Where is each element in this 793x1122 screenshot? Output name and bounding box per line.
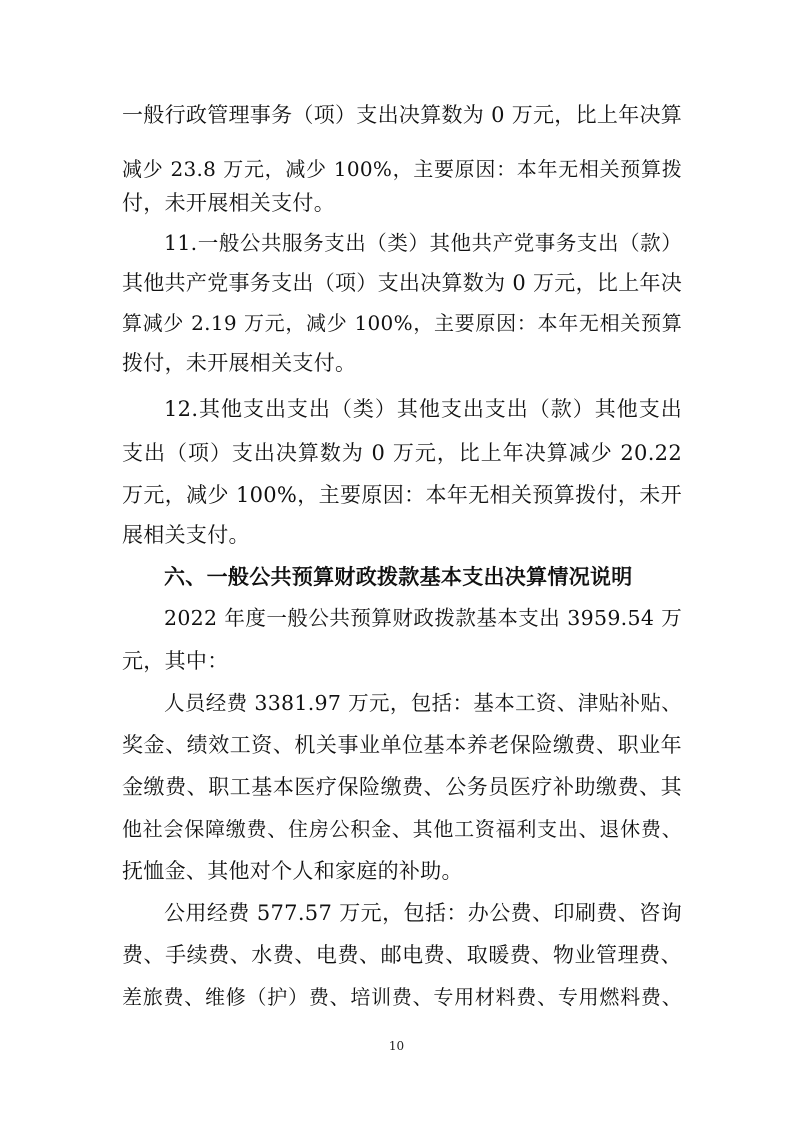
paragraph-line: 12.其他支出支出（类）其他支出支出（款）其他支出 <box>164 397 682 421</box>
paragraph-line: 金缴费、职工基本医疗保险缴费、公务员医疗补助缴费、其 <box>122 775 682 799</box>
paragraph-line: 2022 年度一般公共预算财政拨款基本支出 3959.54 万 <box>164 606 682 630</box>
paragraph-line: 万元，减少 100%，主要原因：本年无相关预算拨付，未开 <box>122 483 682 507</box>
paragraph-line: 拨付，未开展相关支付。 <box>122 351 357 375</box>
paragraph-line: 一般行政管理事务（项）支出决算数为 0 万元，比上年决算 <box>122 103 683 127</box>
paragraph-line: 支出（项）支出决算数为 0 万元，比上年决算减少 20.22 <box>122 441 682 465</box>
paragraph-line: 其他共产党事务支出（项）支出决算数为 0 万元，比上年决 <box>122 271 683 295</box>
paragraph-line: 减少 23.8 万元，减少 100%，主要原因：本年无相关预算拨 <box>122 157 682 181</box>
paragraph-line: 展相关支付。 <box>122 523 250 547</box>
paragraph-line: 抚恤金、其他对个人和家庭的补助。 <box>122 859 463 883</box>
paragraph-line: 差旅费、维修（护）费、培训费、专用材料费、专用燃料费、 <box>122 985 682 1009</box>
paragraph-line: 付，未开展相关支付。 <box>122 191 335 215</box>
paragraph-line: 元，其中： <box>122 649 229 673</box>
paragraph-line: 人员经费 3381.97 万元，包括：基本工资、津贴补贴、 <box>164 691 682 715</box>
page-number: 10 <box>388 1039 405 1053</box>
paragraph-line: 算减少 2.19 万元，减少 100%，主要原因：本年无相关预算 <box>122 311 682 335</box>
section-heading: 六、一般公共预算财政拨款基本支出决算情况说明 <box>164 565 633 589</box>
paragraph-line: 奖金、绩效工资、机关事业单位基本养老保险缴费、职业年 <box>122 733 682 757</box>
paragraph-line: 费、手续费、水费、电费、邮电费、取暖费、物业管理费、 <box>122 943 682 967</box>
paragraph-line: 公用经费 577.57 万元，包括：办公费、印刷费、咨询 <box>164 901 682 925</box>
paragraph-line: 11.一般公共服务支出（类）其他共产党事务支出（款） <box>164 231 682 255</box>
paragraph-line: 他社会保障缴费、住房公积金、其他工资福利支出、退休费、 <box>122 817 682 841</box>
